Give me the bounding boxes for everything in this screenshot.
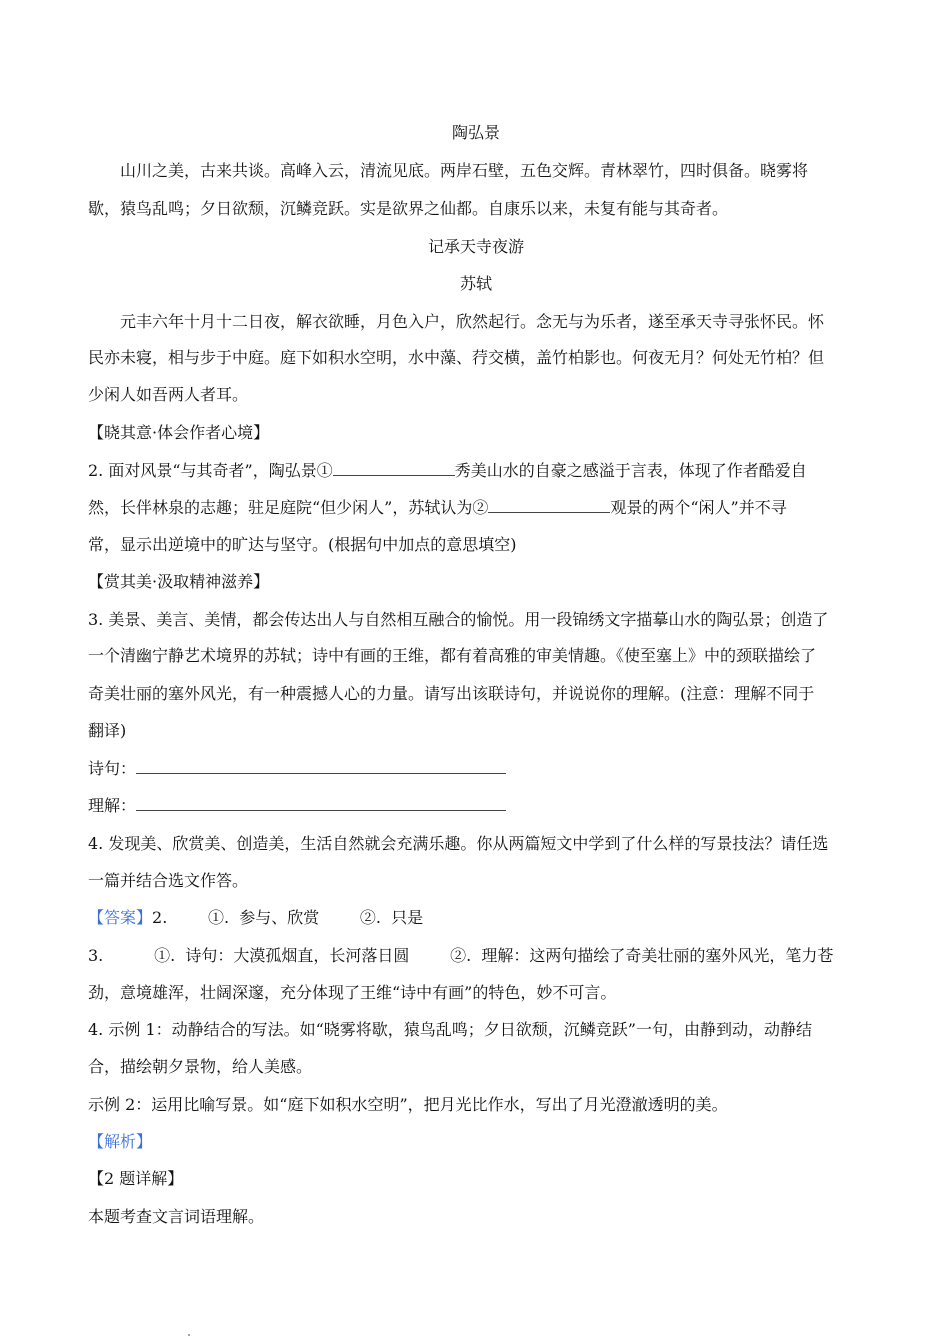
answer-label: 【答案】 <box>88 908 153 927</box>
answer-4-line-1: 4. 示例 1：动静结合的写法。如“晓雾将歇，猿鸟乱鸣；夕日欲颓，沉鳞竞跃”一句，由静到动，动静结 <box>88 1020 812 1039</box>
q2-text-1b: 秀美山水的自豪之感溢于言表，体现了作者酷爱自 <box>454 461 807 480</box>
answer-4-line-3: 示例 2：运用比喻写景。如“庭下如积水空明”，把月光比作水，写出了月光澄澈透明的美。 <box>88 1095 728 1114</box>
q3-poem-row <box>88 758 864 780</box>
q3-line-3: 奇美壮丽的塞外风光，有一种震撼人心的力量。请写出该联诗句，并说说你的理解。(注意：理解不同于 <box>88 684 815 703</box>
poem1-line-2: 歇，猿鸟乱鸣；夕日欲颓，沉鳞竞跃。实是欲界之仙都。自康乐以来，未复有能与其奇者。 <box>88 199 729 218</box>
answer-4-line-2: 合，描绘朝夕景物，给人美感。 <box>88 1057 313 1076</box>
section1-heading: 【晓其意·体会作者心境】 <box>88 423 270 442</box>
q2-blank-1[interactable] <box>333 461 455 476</box>
poem1-line-1: 山川之美，古来共谈。高峰入云，清流见底。两岸石壁，五色交辉。青林翠竹，四时俱备。晓雾将 <box>120 161 809 180</box>
poem2-line-1: 元丰六年十月十二日夜，解衣欲睡，月色入户，欣然起行。念无与为乐者，遂至承天寺寻张怀民。怀 <box>120 312 825 331</box>
q3-line-1: 3. 美景、美言、美情，都会传达出人与自然相互融合的愉悦。用一段锦绣文字描摹山水的陶弘景；创造了 <box>88 610 829 629</box>
q2-line-3: 常，显示出逆境中的旷达与坚守。(根据句中加点的意思填空) <box>88 535 517 554</box>
q2-text-2a: 然，长伴林泉的志趣；驻足庭院“但少闲人”，苏轼认为② <box>88 498 489 517</box>
answer-line <box>88 907 864 929</box>
q4-line-2: 一篇并结合选文作答。 <box>88 871 249 890</box>
q2-line-1 <box>88 460 864 482</box>
q2-line-2 <box>88 497 864 519</box>
answer-2: 2. ①. 参与、欣赏 ②. 只是 <box>152 908 424 927</box>
analysis-text: 本题考查文言词语理解。 <box>88 1207 265 1226</box>
poem1-author: 陶弘景 <box>451 123 500 142</box>
answer-3-line-2: 劲，意境雄浑，壮阔深邃，充分体现了王维“诗中有画”的特色，妙不可言。 <box>88 983 617 1002</box>
q2-text-1a: 2. 面对风景“与其奇者”，陶弘景① <box>88 461 333 480</box>
q3-line-4: 翻译) <box>88 721 127 740</box>
q2-text-2b: 观景的两个“闲人”并不寻 <box>610 498 787 517</box>
poem2-author: 苏轼 <box>459 274 492 293</box>
q3-understanding-row <box>88 795 864 817</box>
section2-heading: 【赏其美·汲取精神滋养】 <box>88 572 270 591</box>
poem2-line-2: 民亦未寝，相与步于中庭。庭下如积水空明，水中藻、荇交横，盖竹柏影也。何夜无月？何处无竹柏？但 <box>88 348 825 367</box>
q3-line-2: 一个清幽宁静艺术境界的苏轼；诗中有画的王维，都有着高雅的审美情趣。《使至塞上》中的颈联描绘了 <box>88 646 817 665</box>
analysis-label: 【解析】 <box>88 1132 153 1151</box>
q3-poem-label: 诗句： <box>88 759 137 778</box>
q3-poem-blank[interactable] <box>136 759 506 774</box>
poem2-line-3: 少闲人如吾两人者耳。 <box>88 385 249 404</box>
q2-blank-2[interactable] <box>488 498 610 513</box>
q3-understanding-label: 理解： <box>88 796 137 815</box>
page-mark <box>188 1334 190 1336</box>
poem2-title: 记承天寺夜游 <box>427 237 524 256</box>
q4-line-1: 4. 发现美、欣赏美、创造美，生活自然就会充满乐趣。你从两篇短文中学到了什么样的写景技法？请任选 <box>88 834 829 853</box>
q3-understanding-blank[interactable] <box>136 796 506 811</box>
answer-3-line-1: 3. ①. 诗句：大漠孤烟直，长河落日圆 ②. 理解：这两句描绘了奇美壮丽的塞外风光，笔力苍 <box>88 946 834 965</box>
analysis-sub-heading: 【2 题详解】 <box>88 1169 184 1188</box>
